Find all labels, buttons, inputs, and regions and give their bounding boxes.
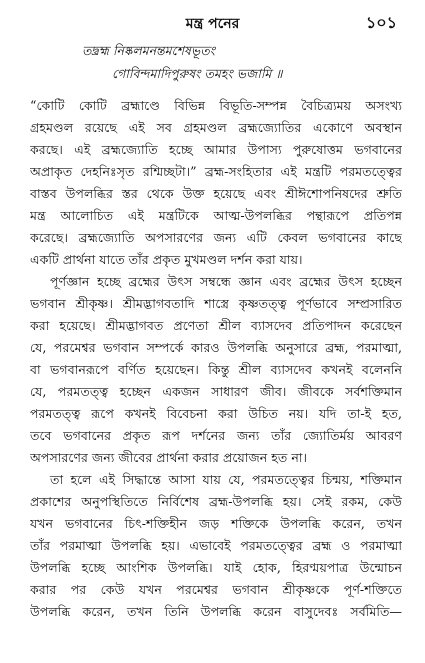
- body-line: করা হয়েছে। শ্রীমদ্ভাগবত প্রণেতা শ্রীল ব্যাসদেব প্রতিপাদন করেছেন: [30, 318, 402, 333]
- verse-line-2: গোবিন্দমাদিপুরুষং তমহং ভজামি ॥: [112, 66, 283, 81]
- body-text: [30, 95, 402, 623]
- body-line: যখন ভগবানের চিৎ-শক্তিহীন জড় শক্তিকে উপলব্ধি করেন, তখন: [30, 516, 402, 531]
- page-number: ১০১: [365, 13, 397, 32]
- body-line: উপলব্ধি হচ্ছে আংশিক উপলব্ধি। যাই হোক, হিরণ্ময়পাত্র উন্মোচন: [30, 560, 402, 575]
- body-line: গ্রহমণ্ডল রয়েছে এই সব গ্রহমণ্ডল ব্রহ্মজ্যোতির একোণে অবস্থান: [30, 120, 402, 135]
- body-line: “কোটি কোটি ব্রহ্মাণ্ডে বিভিন্ন বিভূতি-সম্পন্ন বৈচিত্র্যময় অসংখ্য: [30, 98, 402, 113]
- body-line: ভগবান শ্রীকৃষ্ণ। শ্রীমদ্ভাগবতাদি শাস্ত্রে কৃষ্ণতত্ত্ব পূর্ণভাবে সম্প্রসারিত: [30, 296, 402, 311]
- body-line: মন্ত্র আলোচিত এই মন্ত্রটিকে আত্ম-উপলব্ধির পন্থারূপে প্রতিপন্ন: [30, 208, 402, 223]
- body-line: তাঁর পরমাত্মা উপলব্ধি হয়। এভাবেই পরমতত্ত্বের ব্রহ্ম ও পরমাত্মা: [30, 538, 402, 553]
- body-line: প্রকাশের অনুপস্থিতিতে নির্বিশেষ ব্রহ্ম-উপলব্ধি হয়। সেই রকম, কেউ: [30, 494, 402, 509]
- body-line: যে, পরমেশ্বর ভগবান সম্পর্কে কারও উপলব্ধি অনুসারে ব্রহ্ম, পরমাত্মা,: [30, 340, 402, 355]
- running-title: মন্ত্র পনের: [185, 16, 240, 32]
- verse-line-1: তদ্ব্রহ্ম নিষ্কলমনন্তমশেষভূতং: [82, 43, 215, 58]
- body-line: উপলব্ধি করেন, তখন তিনি উপলব্ধি করেন বাসুদেবঃ সর্বমিতি—: [30, 604, 402, 619]
- body-line: পূর্ণজ্ঞান হচ্ছে ব্রহ্মের উৎস সম্বন্ধে জ্ঞান এবং ব্রহ্মের উৎস হচ্ছেন: [50, 274, 402, 289]
- body-line: তা হলে এই সিদ্ধান্তে আসা যায় যে, পরমতত্ত্বের চিন্ময়, শক্তিমান: [50, 472, 402, 487]
- body-line: পরমতত্ত্ব রূপে কখনই বিবেচনা করা উচিত নয়। যদি তা-ই হত,: [30, 406, 402, 421]
- body-line: বা ভগবানরূপে বর্ণিত হয়েছেন। কিন্তু শ্রীল ব্যাসদেব কখনই বলেননি: [30, 362, 402, 377]
- body-line: করার পর কেউ যখন পরমেশ্বর ভগবান শ্রীকৃষ্ণকে পূর্ণ-শক্তিতে: [30, 582, 402, 597]
- body-line: তবে ভগবানের প্রকৃত রূপ দর্শনের জন্য তাঁর জ্যোতির্ময় আবরণ: [30, 428, 402, 443]
- body-line: যে, পরমতত্ত্ব হচ্ছেন একজন সাধারণ জীব। জীবকে সর্বশক্তিমান: [30, 384, 402, 399]
- body-line: বাস্তব উপলব্ধির স্তর থেকে উক্ত হয়েছে এবং শ্রীঈশোপনিষদের শ্রুতি: [30, 186, 402, 201]
- body-line: করছে। এই ব্রহ্মজ্যোতি হচ্ছে আমার উপাস্য পুরুষোত্তম ভগবানের: [30, 142, 402, 157]
- body-line: একটি প্রার্থনা যাতে তাঁর প্রকৃত মুখমণ্ডল দর্শন করা যায়।: [30, 252, 303, 267]
- body-line: অপ্রাকৃত দেহনিঃসৃত রশ্মিচ্ছটা।” ব্রহ্ম-সংহিতার এই মন্ত্রটি পরমতত্ত্বের: [30, 164, 402, 179]
- body-line: অপসারণের জন্য জীবের প্রার্থনা করার প্রয়োজন হত না।: [30, 450, 308, 465]
- body-line: করেছে। ব্রহ্মজ্যোতি অপসারণের জন্য এটি কেবল ভগবানের কাছে: [30, 230, 402, 245]
